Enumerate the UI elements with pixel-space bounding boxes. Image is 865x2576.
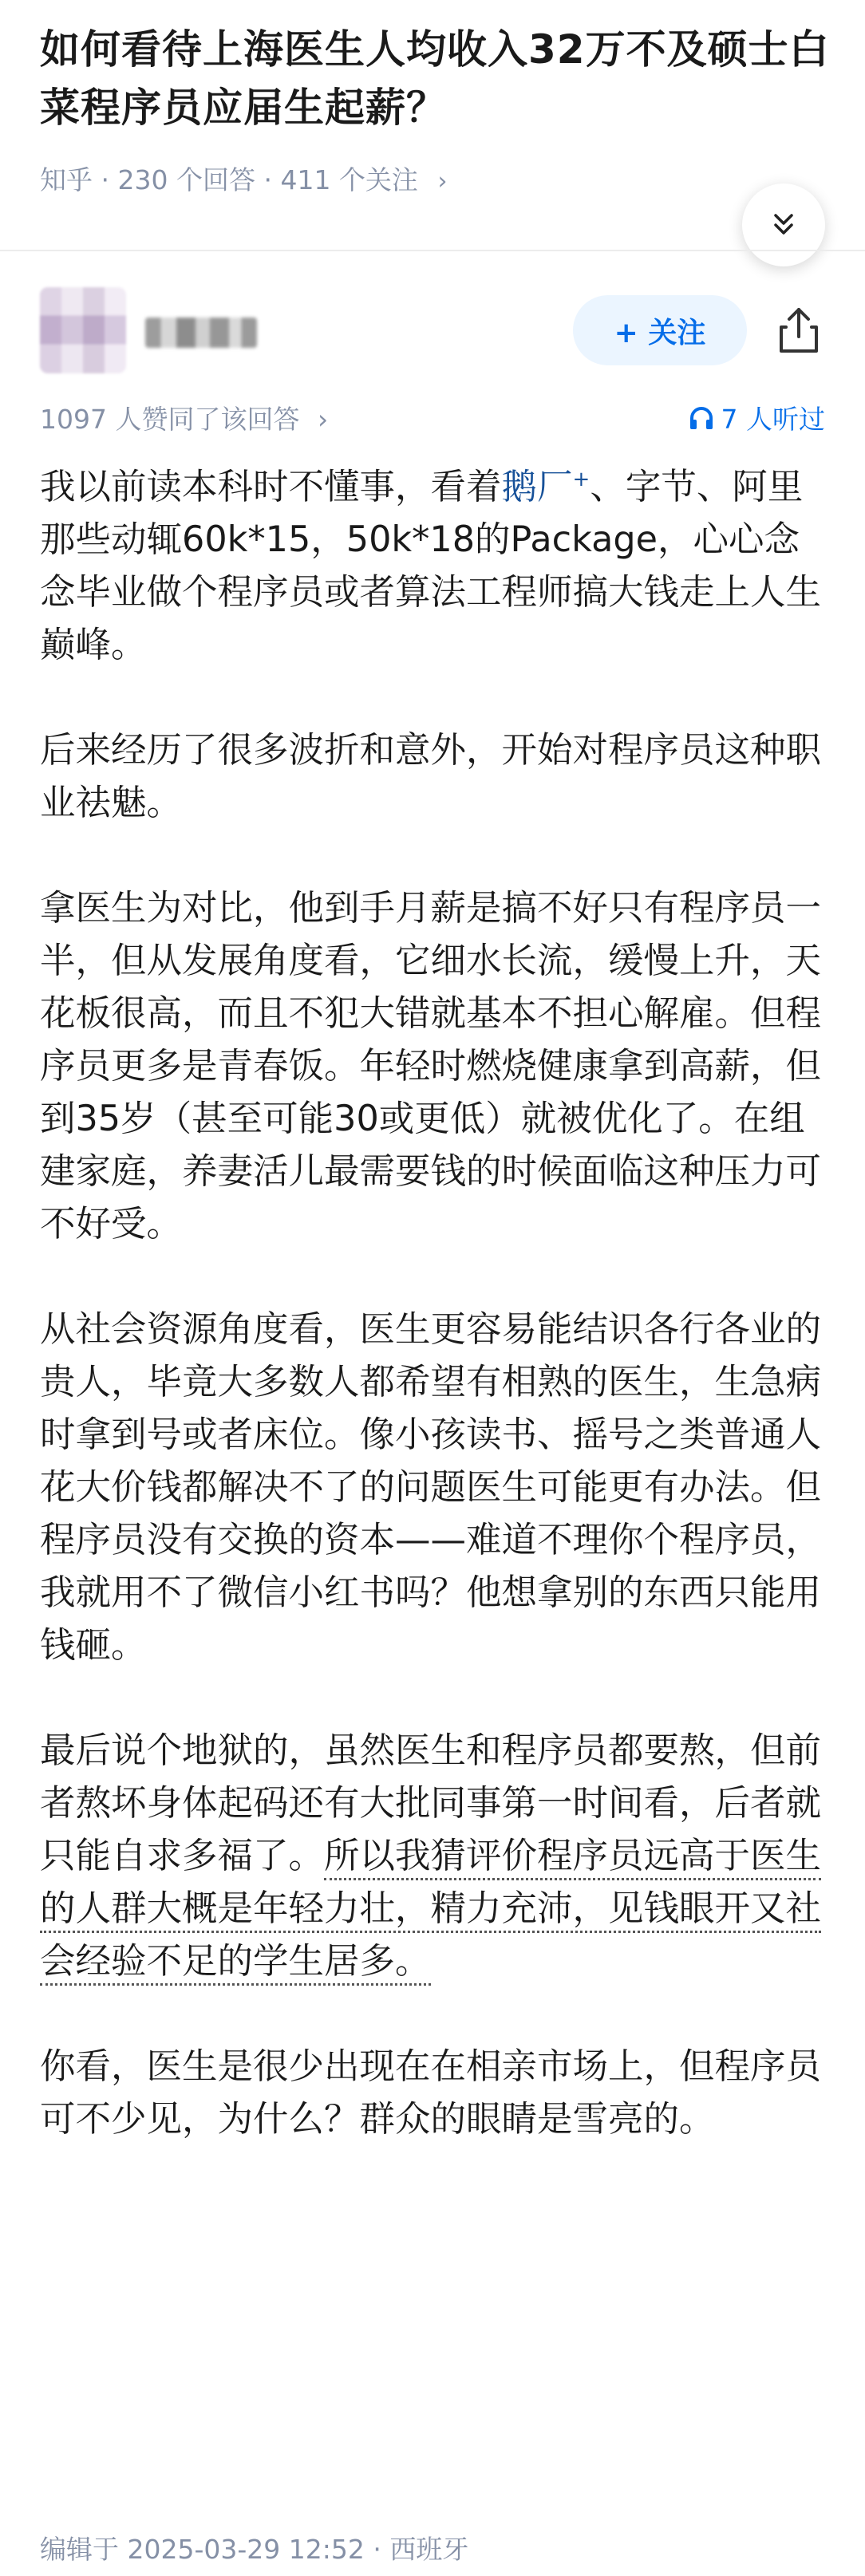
paragraph: 我以前读本科时不懂事，看着鹅厂+、字节、阿里那些动辄60k*15，50k*18的Package，心心念念毕业做个程序员或者算法工程师搞大钱走上人生巅峰。 — [40, 466, 822, 665]
chevron-right-icon: › — [317, 404, 329, 435]
avatar[interactable] — [40, 287, 126, 373]
follow-button-label: + 关注 — [614, 316, 706, 349]
headphones-icon — [688, 404, 715, 432]
likes-summary[interactable] — [40, 399, 328, 436]
listen-button[interactable] — [688, 399, 826, 436]
answer-count: 230 个回答 — [117, 164, 255, 195]
follower-count: 411 个关注 — [280, 164, 418, 195]
header-divider — [0, 250, 865, 251]
paragraph: 从社会资源角度看，医生更容易能结识各行各业的贵人，毕竟大多数人都希望有相熟的医生，生急病时拿到号或者床位。像小孩读书、摇号之类普通人花大价钱都解决不了的问题医生可能更有办法。但程序员没有交换的资本——难道不理你个程序员，我就用不了微信小红书吗？他想拿别的东西只能用钱砸。 — [40, 1308, 822, 1666]
author-name-blurred[interactable] — [145, 318, 257, 348]
author-row — [0, 281, 865, 385]
keyword-link[interactable]: 鹅厂+ — [501, 466, 590, 507]
answer-content — [40, 453, 825, 2199]
follow-button[interactable] — [573, 295, 747, 365]
collapse-button[interactable] — [742, 183, 825, 266]
question-title[interactable]: 如何看待上海医生人均收入32万不及硕士白菜程序员应届生起薪？ — [40, 26, 830, 131]
listeners-count: 7 人听过 — [721, 404, 825, 435]
question-header — [0, 0, 865, 249]
paragraph: 后来经历了很多波折和意外，开始对程序员这种职业祛魅。 — [40, 729, 822, 823]
share-button[interactable] — [772, 300, 825, 361]
double-chevron-down-icon — [768, 209, 800, 241]
paragraph: 拿医生为对比，他到手月薪是搞不好只有程序员一半，但从发展角度看，它细水长流，缓慢上升，天花板很高，而且不犯大错就基本不担心解雇。但程序员更多是青春饭。年轻时燃烧健康拿到高薪，但到35岁（甚至可能30或更低）就被优化了。在组建家庭，养妻活儿最需要钱的时候面临这种压力可不好受。 — [40, 887, 822, 1245]
likes-count: 1097 人赞同了该回答 — [40, 404, 300, 435]
chevron-right-icon: › — [437, 168, 448, 195]
plus-icon: + — [572, 467, 590, 491]
source-label: 知乎 — [40, 164, 93, 195]
share-icon — [776, 305, 821, 356]
question-meta[interactable]: 知乎 · 230 个回答 · 411 个关注 › — [40, 164, 448, 195]
paragraph: 你看，医生是很少出现在在相亲市场上，但程序员可不少见，为什么？群众的眼睛是雪亮的。 — [40, 2045, 822, 2140]
stats-row — [40, 399, 825, 439]
edit-timestamp: 编辑于 2025-03-29 12:52 · 西班牙 — [40, 2534, 469, 2565]
highlighted-text: 所以我猜评价程序员远高于医生的人群大概是年轻力壮，精力充沛，见钱眼开又社会经验不足的学生居多。 — [40, 1836, 821, 1986]
paragraph: 最后说个地狱的，虽然医生和程序员都要熬，但前者熬坏身体起码还有大批同事第一时间看，后者就只能自求多福了。所以我猜评价程序员远高于医生的人群大概是年轻力壮，精力充沛，见钱眼开又社会经验不足的学生居多。 — [40, 1725, 825, 1988]
